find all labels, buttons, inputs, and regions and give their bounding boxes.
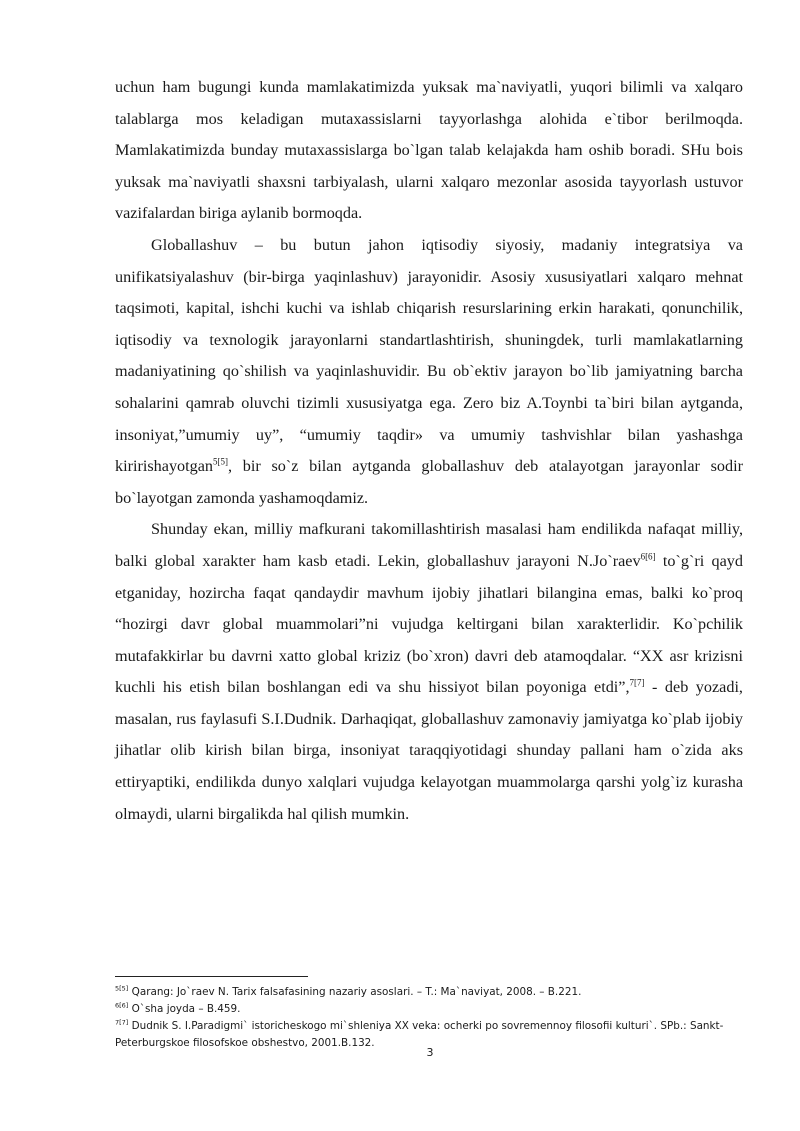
footnote-ref-7[interactable]: 7[7] [629,677,645,688]
paragraph-text: - deb yozadi, masalan, rus faylasufi S.I.Dudnik. Darhaqiqat, globallashuv zamonaviy jamiyatga ko`plab ijobiy jihatlar olib kirish bilan birga, insoniyat taraqqiyotidagi shunday pallani ham o`zida aks ettiryaptiki, endilikda dunyo xalqlari vujudga kelayotgan muammolarga qarshi yolg`iz kurasha olmaydi, ularni birgalikda hal qilish mumkin. [115,678,743,823]
page-number: 3 [426,1046,434,1059]
paragraph-text: uchun ham bugungi kunda mamlakatimizda yuksak ma`naviyatli, yuqori bilimli va xalqaro talablarga mos keladigan mutaxassislarni tayyorlashga alohida e`tibor berilmoqda. Mamlakatimizda bunday mutaxassislarga bo`lgan talab kelajakda ham oshib boradi. SHu bois yuksak ma`naviyatli shaxsni tarbiyalash, ularni xalqaro mezonlar asosida tayyorlash ustuvor vazifalardan biriga aylanib bormoqda. [115,78,743,223]
footnote-separator [115,976,308,977]
footnote-6 [115,1001,743,1018]
paragraph-1 [115,72,743,230]
footnote-text: Qarang: Jo`raev N. Tarix falsafasining nazariy asoslari. – T.: Ma`naviyat, 2008. – B.221. [128,986,582,998]
footnote-ref-5[interactable]: 5[5] [213,456,229,467]
footnotes [115,984,743,1052]
footnote-text: Dudnik S. I.Paradigmi` istoricheskogo mi`shleniya XX veka: ocherki po sovremennoy filosofii kulturi`. SPb.: Sankt-Peterburgskoe filosofskoe obshestvo, 2001.B.132. [115,1020,724,1049]
footnote-mark: 6[6] [115,1001,129,1010]
footnote-text: O`sha joyda – B.459. [128,1003,241,1015]
paragraph-text: to`g`ri qayd etganiday, hozircha faqat qandaydir mavhum ijobiy jihatlari bilangina emas, balki ko`proq “hozirgi davr global muammolari”ni vujudga keltirgani bilan xarakterlidir. Ko`pchilik mutafakkirlar bu davrni xatto global kriziz (bo`xron) davri deb atamoqdalar. “XX asr krizisni kuchli his etish bilan boshlangan edi va shu hissiyot bilan poyoniga etdi”, [115,551,743,697]
footnote-ref-6[interactable]: 6[6] [640,551,656,562]
paragraph-text: Globallashuv – bu butun jahon iqtisodiy siyosiy, madaniy integratsiya va unifikatsiyalashuv (bir-birga yaqinlashuv) jarayonidir. Asosiy xususiyatlari xalqaro mehnat taqsimoti, kapital, ishchi kuchi va ishlab chiqarish resurslarining erkin harakati, qonunchilik, iqtisodiy va texnologik jarayonlarni standartlashtirish, shuningdek, turli mamlakatlarning madaniyatining qo`shilish va yaqinlashuvidir. Bu ob`ektiv jarayon bo`lib jamiyatning barcha sohalarini qamrab oluvchi tizimli xususiyatga ega. Zero biz A.Toynbi ta`biri bilan aytganda, insoniyat,”umumiy uy”, “umumiy taqdir» va umumiy tashvishlar bilan yashashga kiririshayotgan [115,235,743,476]
paragraph-text: Shunday ekan, milliy mafkurani takomillashtirish masalasi ham endilikda nafaqat milliy, balki global xarakter ham kasb etadi. Lekin, globallashuv jarayoni N.Jo`raev [115,520,743,570]
footnote-5 [115,984,743,1001]
footnote-mark: 5[5] [115,984,129,993]
paragraph-3 [115,514,743,830]
footnote-mark: 7[7] [115,1018,129,1027]
body-text [115,72,743,830]
paragraph-2 [115,230,743,514]
paragraph-text: , bir so`z bilan aytganda globallashuv deb atalayotgan jarayonlar sodir bo`layotgan zamonda yashamoqdamiz. [115,457,743,507]
